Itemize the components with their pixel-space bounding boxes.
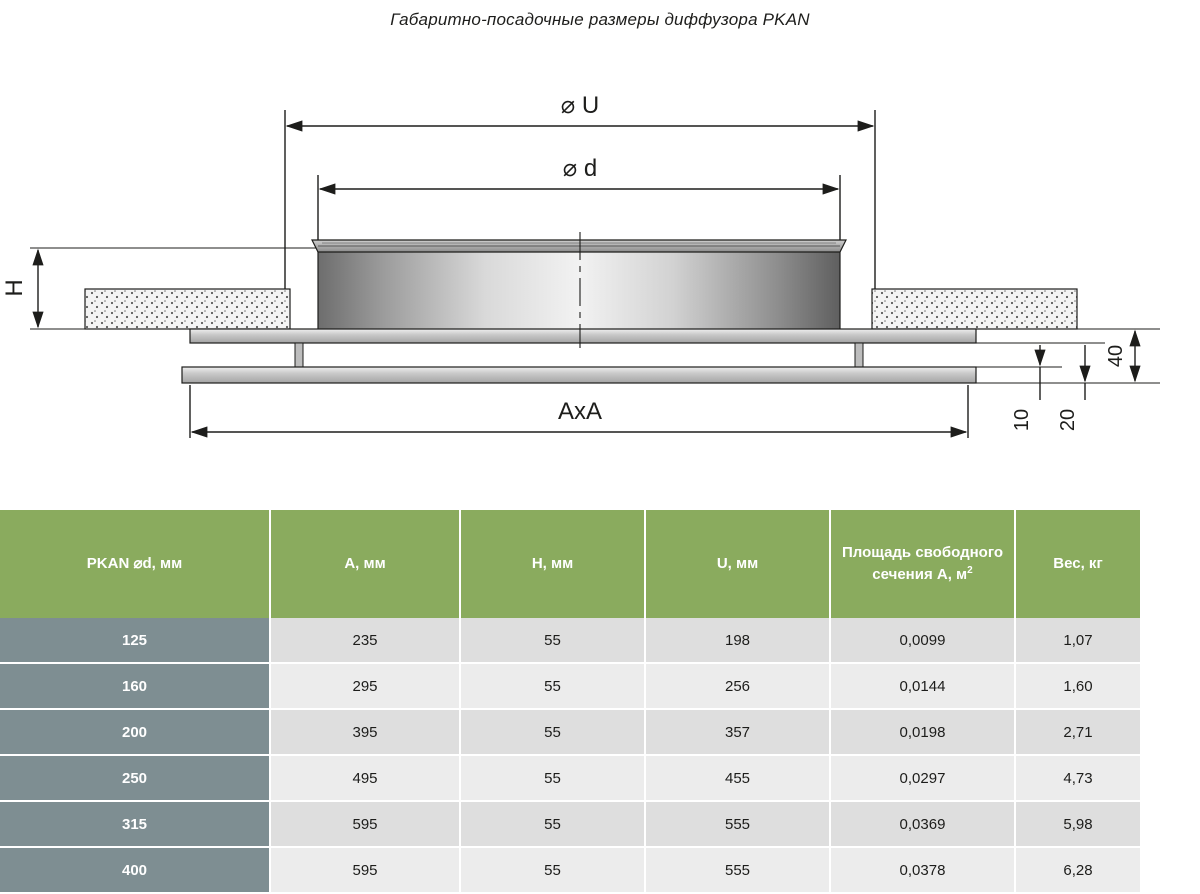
cell-free-area: 0,0297 [830, 755, 1015, 801]
table-header-weight: Вес, кг [1015, 510, 1140, 618]
dimension-right-extension-lines [976, 329, 1160, 383]
cell-u: 357 [645, 709, 830, 755]
cell-free-area: 0,0099 [830, 618, 1015, 663]
label-dim-20: 20 [1057, 408, 1079, 432]
diffuser-neck [312, 240, 846, 330]
table-row [0, 755, 1140, 801]
page-title: Габаритно-посадочные размеры диффузора PKAN [390, 10, 810, 29]
cell-weight: 1,60 [1015, 663, 1140, 709]
cell-u: 555 [645, 847, 830, 893]
cell-free-area: 0,0378 [830, 847, 1015, 893]
cell-weight: 6,28 [1015, 847, 1140, 893]
cell-u: 198 [645, 618, 830, 663]
table-header-free-area [830, 510, 1015, 618]
cell-pkan-d: 200 [0, 709, 270, 755]
cell-a: 595 [270, 847, 460, 893]
table-header-free-area-text: Площадь свободного сечения A, м [841, 544, 1004, 583]
table-header-u: U, мм [645, 510, 830, 618]
cell-h: 55 [460, 709, 645, 755]
cell-h: 55 [460, 801, 645, 847]
cell-free-area: 0,0369 [830, 801, 1015, 847]
cell-h: 55 [460, 847, 645, 893]
label-axa: AxA [557, 398, 603, 425]
label-dim-10: 10 [1011, 408, 1033, 432]
table-header-h: H, мм [460, 510, 645, 618]
cell-pkan-d: 160 [0, 663, 270, 709]
label-diameter-d: ⌀ d [562, 155, 598, 182]
cell-pkan-d: 315 [0, 801, 270, 847]
cell-a: 395 [270, 709, 460, 755]
cell-h: 55 [460, 755, 645, 801]
table-body [0, 618, 1140, 893]
table-header-row [0, 510, 1140, 618]
table-row [0, 801, 1140, 847]
table-row [0, 709, 1140, 755]
cell-free-area: 0,0144 [830, 663, 1015, 709]
face-plate [190, 329, 976, 343]
cell-u: 256 [645, 663, 830, 709]
cell-weight: 4,73 [1015, 755, 1140, 801]
label-diameter-u: ⌀ U [560, 92, 600, 119]
table-header-free-area-sup: 2 [967, 564, 973, 576]
cell-a: 495 [270, 755, 460, 801]
cell-a: 595 [270, 801, 460, 847]
table-header-a: A, мм [270, 510, 460, 618]
cell-u: 455 [645, 755, 830, 801]
table-row [0, 847, 1140, 893]
cell-pkan-d: 400 [0, 847, 270, 893]
table-header-pkan-d: PKAN ⌀d, мм [0, 510, 270, 618]
cell-h: 55 [460, 618, 645, 663]
cell-pkan-d: 250 [0, 755, 270, 801]
cell-weight: 5,98 [1015, 801, 1140, 847]
dimension-diameter-d [318, 175, 840, 248]
label-dim-40: 40 [1105, 344, 1127, 368]
cell-u: 555 [645, 801, 830, 847]
lower-plate [182, 367, 976, 383]
ceiling-slab-left [85, 289, 290, 329]
standoff-pins [295, 343, 863, 367]
cell-h: 55 [460, 663, 645, 709]
cell-weight: 1,07 [1015, 618, 1140, 663]
label-height-h: H [1, 279, 28, 297]
cell-free-area: 0,0198 [830, 709, 1015, 755]
cell-a: 235 [270, 618, 460, 663]
table-row [0, 663, 1140, 709]
ceiling-slab-right [872, 289, 1077, 329]
cell-a: 295 [270, 663, 460, 709]
cell-pkan-d: 125 [0, 618, 270, 663]
cell-weight: 2,71 [1015, 709, 1140, 755]
table-row [0, 618, 1140, 663]
specifications-table [0, 510, 1140, 894]
